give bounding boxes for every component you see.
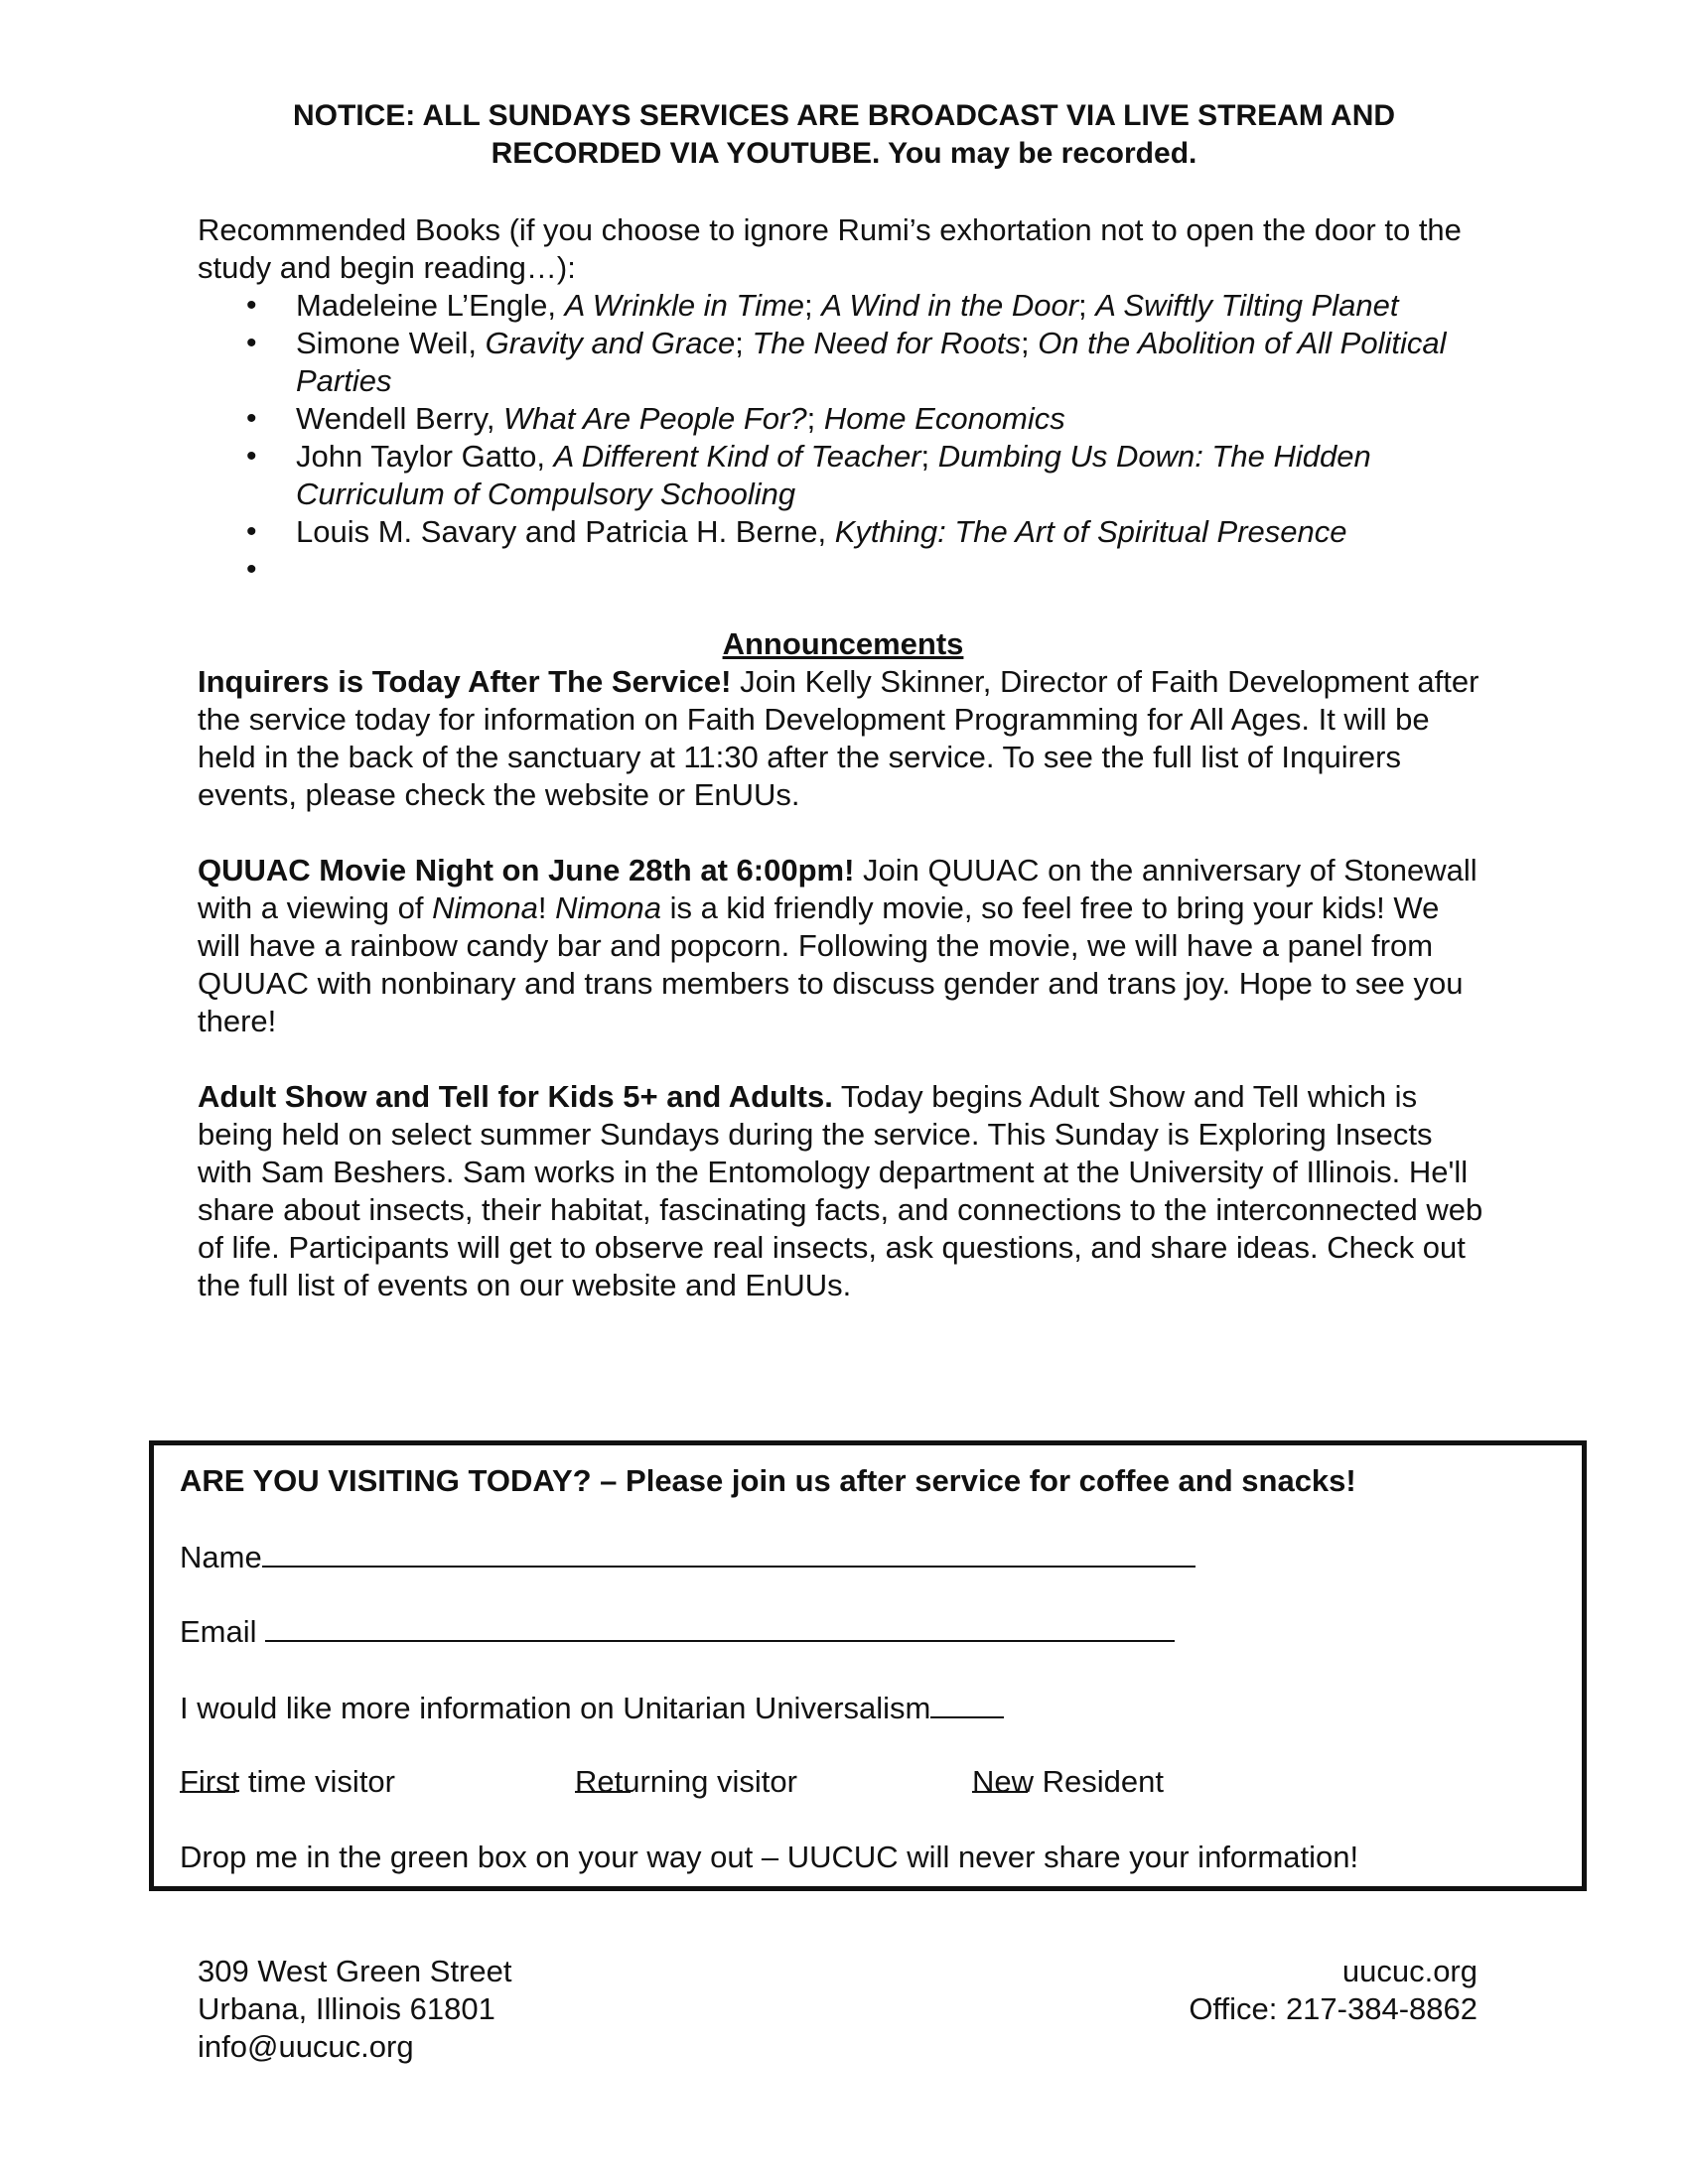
movie-night-announcement: QUUAC Movie Night on June 28th at 6:00pm! Join QUUAC on the anniversary of Stonewall with a viewing of Nimona! Nimona is a kid friendly movie, so feel free to bring your kids! We will have a rainbow candy bar and popcorn. Following the movie, we will have a panel from QUUAC with nonbinary and trans members to discuss gender and trans joy. Hope to see you there!	[198, 853, 1477, 1038]
announcements-section	[198, 625, 1488, 1342]
book-item: • Wendell Berry, What Are People For?; Home Economics	[296, 400, 1488, 438]
book-title: A Swiftly Tilting Planet	[1095, 288, 1399, 323]
website: uucuc.org	[1341, 1954, 1477, 1988]
film-title: Nimona	[555, 890, 661, 925]
name-field-row	[180, 1538, 1196, 1576]
new-resident-blank[interactable]	[972, 1763, 1028, 1793]
first-time-blank[interactable]	[180, 1763, 235, 1793]
name-blank-line[interactable]	[262, 1538, 1196, 1568]
book-title: The Need for Roots	[752, 326, 1021, 360]
announcements-heading: Announcements	[722, 626, 964, 661]
empty-bullet	[296, 551, 1488, 589]
book-title: A Wrinkle in Time	[564, 288, 805, 323]
announcement-title: Adult Show and Tell for Kids 5+ and Adults.	[198, 1079, 833, 1114]
book-title: On the Abolition of All Political Parties	[296, 326, 1447, 398]
returning-blank[interactable]	[575, 1763, 631, 1793]
book-item: • John Taylor Gatto, A Different Kind of Teacher; Dumbing Us Down: The Hidden Curriculum of Compulsory Schooling	[296, 438, 1488, 513]
film-title: Nimona	[432, 890, 538, 925]
announcement-title: Inquirers is Today After The Service!	[198, 664, 732, 699]
contact-email: info@uucuc.org	[198, 2029, 414, 2064]
notice-line-2: RECORDED VIA YOUTUBE. You may be recorded.	[491, 137, 1197, 170]
book-title: A Different Kind of Teacher	[553, 439, 921, 474]
email-label: Email	[180, 1614, 257, 1649]
book-title: Kything: The Art of Spiritual Presence	[834, 514, 1347, 549]
visitor-card-heading: ARE YOU VISITING TODAY? – Please join us after service for coffee and snacks!	[180, 1463, 1356, 1498]
book-title: Home Economics	[823, 401, 1065, 436]
notice-line-1: NOTICE: ALL SUNDAYS SERVICES ARE BROADCAST VIA LIVE STREAM AND	[292, 99, 1396, 132]
books-intro: Recommended Books (if you choose to ignore Rumi’s exhortation not to open the door to the study and begin reading…):	[198, 212, 1462, 285]
email-blank-line[interactable]	[265, 1612, 1175, 1642]
info-check-blank[interactable]	[930, 1689, 1004, 1718]
show-and-tell-announcement: Adult Show and Tell for Kids 5+ and Adults. Today begins Adult Show and Tell which is being held on select summer Sundays during the service. This Sunday is Exploring Insects with Sam Beshers. Sam works in the Entomology department at the University of Illinois. He'll share about insects, their habitat, fascinating facts, and connections to the interconnected web of life. Participants will get to observe real insects, ask questions, and share ideas. Check out the full list of events on our website and EnUUs.	[198, 1079, 1483, 1302]
book-title: Dumbing Us Down: The Hidden Curriculum of Compulsory Schooling	[296, 439, 1371, 511]
street-address: 309 West Green Street	[198, 1954, 512, 1988]
book-title: A Wind in the Door	[821, 288, 1079, 323]
book-item: • Simone Weil, Gravity and Grace; The Need for Roots; On the Abolition of All Political Parties	[296, 325, 1488, 400]
visitor-card: ARE YOU VISITING TODAY? – Please join us after service for coffee and snacks! Name Email I would like more information on Unitarian Universalism First time visitor Returning visitor New Resident Drop me in the green box on your way out – UUCUC will never share your information!	[149, 1440, 1587, 1891]
books-list	[198, 287, 1488, 589]
info-request-row	[180, 1689, 1004, 1727]
inquirers-announcement: Inquirers is Today After The Service! Join Kelly Skinner, Director of Faith Development after the service today for information on Faith Development Programming for All Ages. It will be held in the back of the sanctuary at 11:30 after the service. To see the full list of Inquirers events, please check the website or EnUUs.	[198, 664, 1479, 812]
book-item: • Louis M. Savary and Patricia H. Berne, Kything: The Art of Spiritual Presence	[296, 513, 1488, 551]
office-phone: Office: 217-384-8862	[1189, 1991, 1477, 2026]
book-title: Gravity and Grace	[485, 326, 736, 360]
city-state-zip: Urbana, Illinois 61801	[198, 1991, 495, 2026]
book-title: What Are People For?	[503, 401, 807, 436]
announcement-title: QUUAC Movie Night on June 28th at 6:00pm!	[198, 853, 855, 887]
recommended-books	[198, 211, 1488, 589]
broadcast-notice	[149, 97, 1539, 173]
name-label: Name	[180, 1540, 262, 1574]
info-label: I would like more information on Unitarian Universalism	[180, 1691, 931, 1725]
email-field-row	[180, 1612, 1175, 1651]
drop-box-note: Drop me in the green box on your way out – UUCUC will never share your information!	[180, 1840, 1359, 1874]
book-item: • Madeleine L’Engle, A Wrinkle in Time; A Wind in the Door; A Swiftly Tilting Planet	[296, 287, 1488, 325]
footer-contact	[1189, 1953, 1477, 2028]
footer-address	[198, 1953, 511, 2066]
